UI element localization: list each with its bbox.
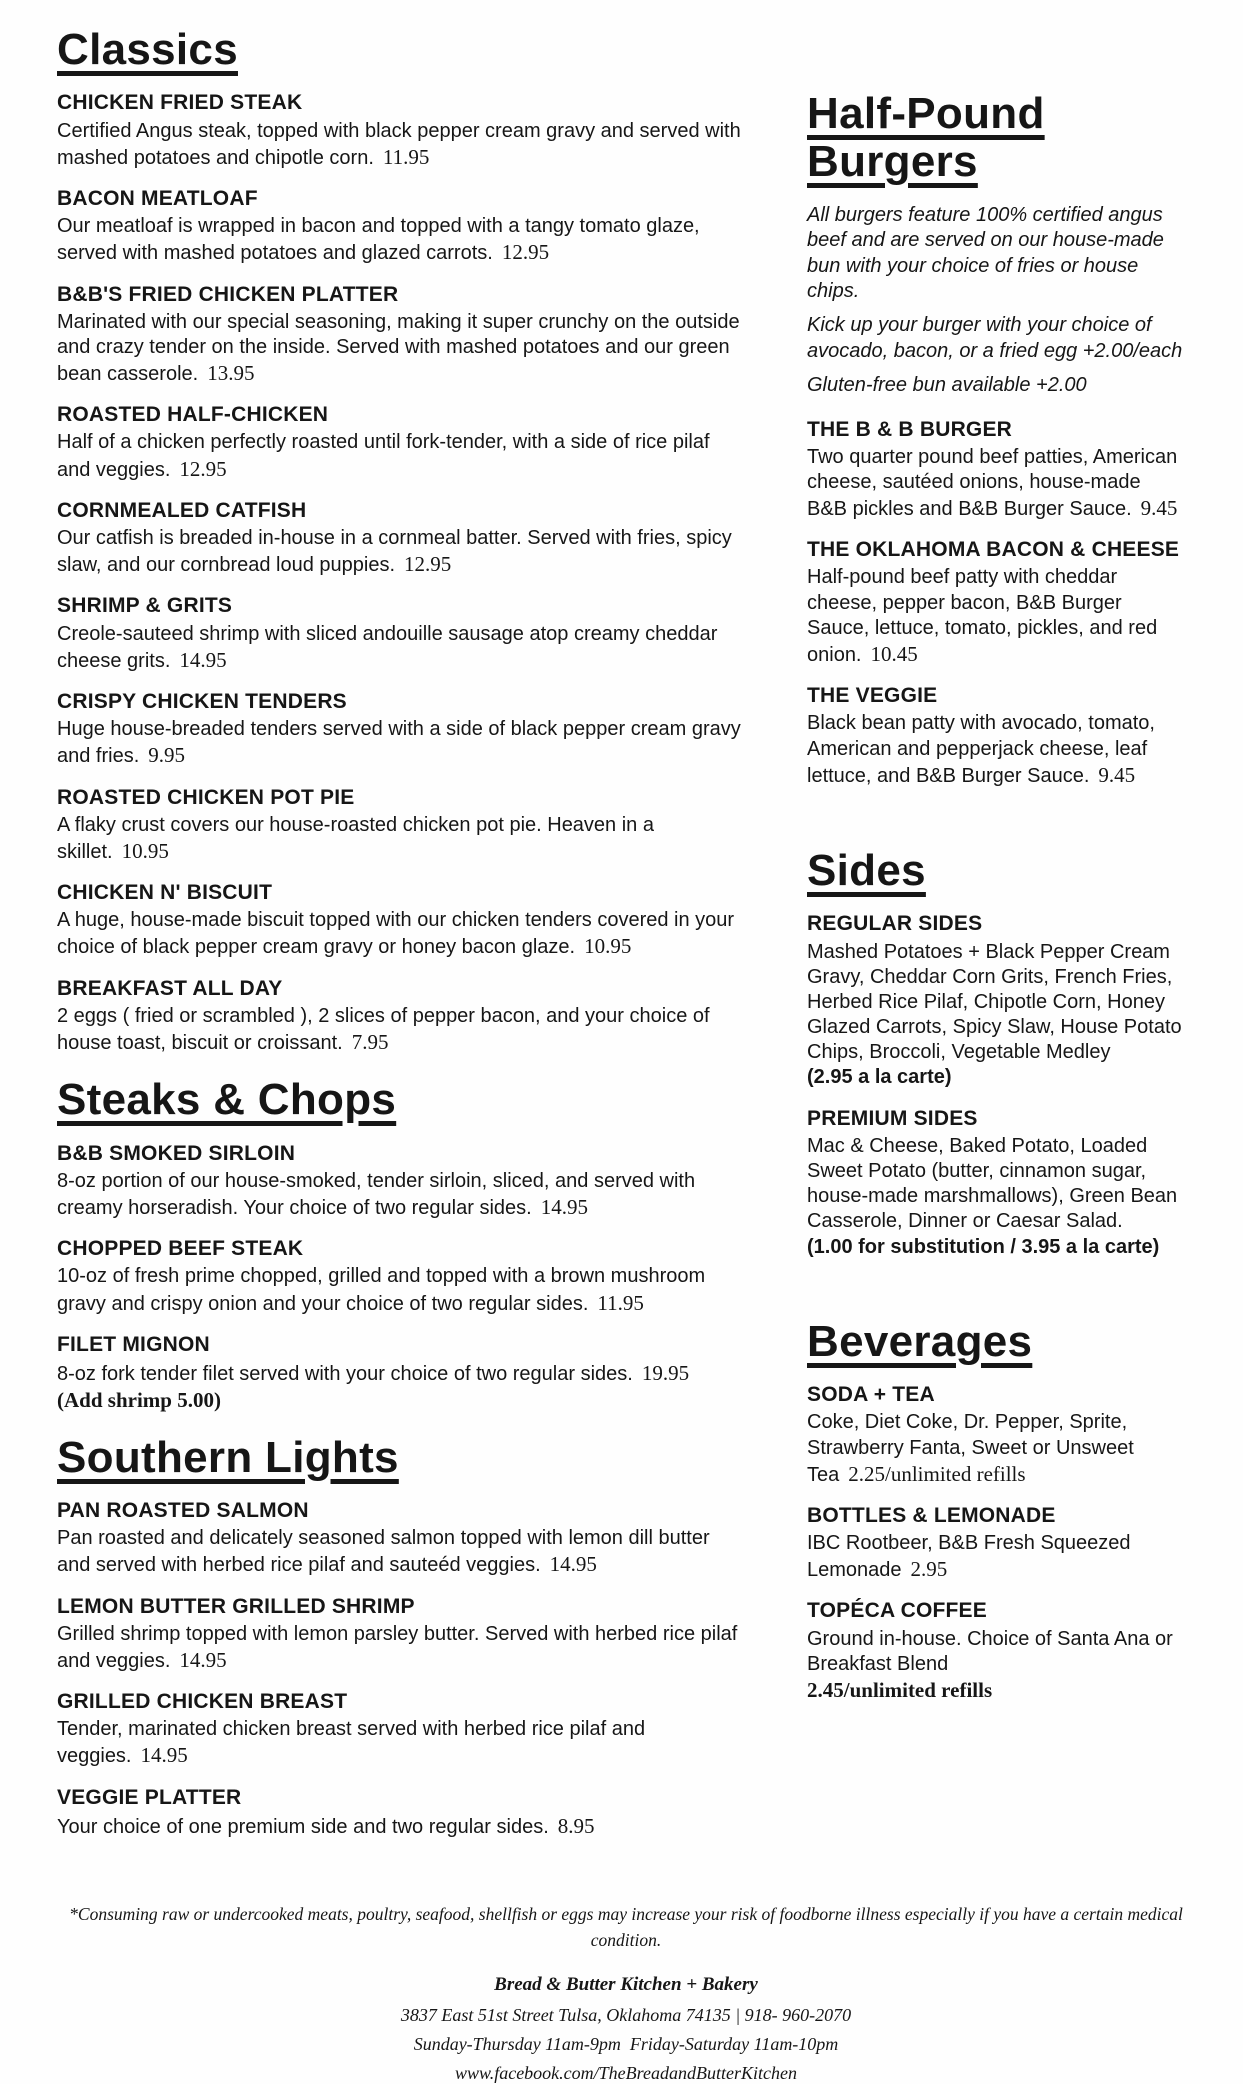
item-price: 9.45 — [1140, 496, 1178, 521]
menu-item — [57, 186, 747, 267]
item-desc-text: Marinated with our special seasoning, making it super crunchy on the outside and crazy tender on the inside. Served with mashed potatoes and our green bean casserole. — [57, 310, 740, 386]
section-heading: Southern Lights — [57, 1432, 399, 1482]
item-name: VEGGIE PLATTER — [57, 1785, 242, 1809]
item-desc-text: Two quarter pound beef patties, American cheese, sautéed onions, house-made B&B pickles and B&B Burger Sauce. — [807, 445, 1178, 521]
item-desc-text: Mashed Potatoes + Black Pepper Cream Gravy, Cheddar Corn Grits, French Fries, Herbed Rice Pilaf, Chipotle Corn, Honey Glazed Carrots, Spicy Slaw, House Potato Chips, Broccoli, Vegetable Medley — [807, 940, 1182, 1064]
item-name: PREMIUM SIDES — [807, 1106, 978, 1130]
menu-item — [57, 498, 747, 579]
item-price: 2.25/unlimited refills — [848, 1461, 1026, 1486]
item-desc — [57, 908, 747, 960]
section-heading: Beverages — [807, 1316, 1033, 1366]
menu-item — [57, 880, 747, 961]
item-desc-text: Your choice of one premium side and two regular sides. — [57, 1815, 549, 1838]
item-price: 13.95 — [207, 361, 255, 386]
item-desc — [57, 1526, 747, 1578]
item-desc — [57, 1004, 747, 1056]
item-desc-text: Creole-sauteed shrimp with sliced andouille sausage atop creamy cheddar cheese grits. — [57, 622, 718, 672]
item-price: 12.95 — [404, 552, 452, 577]
item-desc — [807, 565, 1185, 668]
item-desc — [807, 1134, 1185, 1235]
item-desc-text: 8-oz fork tender filet served with your choice of two regular sides. — [57, 1362, 633, 1385]
menu-item — [57, 1236, 747, 1317]
item-desc — [57, 310, 747, 388]
item-desc-text: Pan roasted and delicately seasoned salmon topped with lemon dill butter and served with herbed rice pilaf and sauteéd veggies. — [57, 1527, 710, 1577]
item-desc-text: 2 eggs ( fried or scrambled ), 2 slices of pepper bacon, and your choice of house toast, biscuit or croissant. — [57, 1004, 710, 1055]
item-desc — [807, 1627, 1185, 1677]
item-name: ROASTED CHICKEN POT PIE — [57, 785, 355, 809]
item-price: 14.95 — [540, 1194, 588, 1219]
section-heading: Sides — [807, 845, 926, 895]
menu-item — [807, 911, 1185, 1090]
item-price: 7.95 — [351, 1030, 389, 1055]
item-desc — [57, 1622, 747, 1674]
item-desc — [57, 1813, 747, 1840]
item-price: 2.95 — [910, 1557, 948, 1582]
item-desc-text: Black bean patty with avocado, tomato, American and pepperjack cheese, leaf lettuce, and B&B Burger Sauce. — [807, 712, 1155, 787]
restaurant-address: 3837 East 51st Street Tulsa, Oklahoma 74135 | 918- 960-2070 — [400, 2004, 852, 2025]
menu-item — [57, 90, 747, 171]
left-column — [57, 26, 747, 1855]
menu-section — [807, 847, 1185, 1260]
menu-item — [57, 282, 747, 388]
item-desc-text: Half of a chicken perfectly roasted until fork-tender, with a side of rice pilaf and veggies. — [57, 431, 710, 481]
item-desc-text: Half-pound beef patty with cheddar cheese, pepper bacon, B&B Burger Sauce, lettuce, tomato, pickles, and red onion. — [807, 566, 1158, 667]
item-desc — [57, 119, 747, 171]
item-note: (Add shrimp 5.00) — [57, 1388, 221, 1413]
menu-section — [57, 26, 747, 1056]
item-desc-text: Certified Angus steak, topped with black pepper cream gravy and served with mashed potatoes and chipotle corn. — [57, 119, 741, 169]
menu-item — [57, 1332, 747, 1414]
item-name: ROASTED HALF-CHICKEN — [57, 403, 329, 427]
restaurant-facebook: www.facebook.com/TheBreadandButterKitchen — [455, 2062, 797, 2083]
menu-section — [57, 1076, 747, 1413]
item-desc-text: Our catfish is breaded in-house in a cornmeal batter. Served with fries, spicy slaw, and our cornbread loud puppies. — [57, 527, 732, 577]
menu-item — [57, 593, 747, 674]
menu-item — [807, 1503, 1185, 1584]
item-desc-text: 8-oz portion of our house-smoked, tender sirloin, sliced, and served with creamy horseradish. Your choice of two regular sides. — [57, 1169, 696, 1219]
menu-item — [807, 1106, 1185, 1260]
item-desc-text: Ground in-house. Choice of Santa Ana or Breakfast Blend — [807, 1627, 1173, 1675]
item-price: 19.95 — [641, 1360, 690, 1385]
restaurant-name: Bread & Butter Kitchen + Bakery — [494, 1973, 758, 1995]
item-desc — [807, 1531, 1185, 1583]
item-desc — [57, 813, 747, 865]
menu-columns — [57, 26, 1195, 1855]
item-desc — [807, 711, 1185, 789]
item-desc-text: Tender, marinated chicken breast served with herbed rice pilaf and veggies. — [57, 1718, 646, 1768]
item-price: 10.95 — [584, 934, 632, 959]
item-desc — [57, 1360, 747, 1387]
item-desc — [57, 1169, 747, 1221]
item-price: 9.45 — [1098, 762, 1136, 787]
item-price: 11.95 — [597, 1290, 644, 1315]
item-name: THE B & B BURGER — [807, 417, 1013, 441]
item-name: CRISPY CHICKEN TENDERS — [57, 689, 347, 713]
item-desc-text: IBC Rootbeer, B&B Fresh Squeezed Lemonade — [807, 1532, 1131, 1582]
item-name: B&B SMOKED SIRLOIN — [57, 1141, 296, 1165]
footer — [57, 1901, 1195, 2084]
section-intro-paragraph: All burgers feature 100% certified angus beef and are served on our house-made bun with your choice of fries or house chips. — [807, 203, 1164, 302]
menu-section — [807, 90, 1185, 789]
menu-item — [57, 689, 747, 770]
restaurant-hours: Sunday-Thursday 11am-9pm Friday-Saturday 11am-10pm — [413, 2033, 839, 2054]
menu-section — [807, 1318, 1185, 1704]
item-desc-text: Coke, Diet Coke, Dr. Pepper, Sprite, Strawberry Fanta, Sweet or Unsweet Tea — [807, 1411, 1134, 1486]
menu-item — [807, 1382, 1185, 1488]
item-price: 14.95 — [549, 1552, 597, 1577]
item-desc — [57, 1717, 747, 1769]
section-heading: Steaks & Chops — [57, 1075, 397, 1125]
section-intro-paragraph: Kick up your burger with your choice of avocado, bacon, or a fried egg +2.00/each — [807, 314, 1183, 362]
item-name: SODA + TEA — [807, 1383, 935, 1407]
item-desc — [57, 214, 747, 266]
item-price: 10.45 — [870, 642, 918, 667]
item-name: GRILLED CHICKEN BREAST — [57, 1690, 348, 1714]
item-name: SHRIMP & GRITS — [57, 594, 233, 618]
section-intro-paragraph: Gluten-free bun available +2.00 — [807, 374, 1087, 397]
item-desc — [57, 622, 747, 674]
item-note: (2.95 a la carte) — [807, 1066, 952, 1089]
menu-item — [57, 402, 747, 483]
menu-item — [57, 785, 747, 866]
item-price: 12.95 — [501, 240, 550, 265]
item-name: BACON MEATLOAF — [57, 186, 258, 210]
item-price: 14.95 — [140, 1743, 188, 1768]
item-price: 14.95 — [179, 1647, 227, 1672]
item-desc — [57, 526, 747, 578]
item-desc-text: Huge house-breaded tenders served with a side of black pepper cream gravy and fries. — [57, 718, 741, 768]
menu-item — [57, 1785, 747, 1840]
item-note: (1.00 for substitution / 3.95 a la carte) — [807, 1235, 1160, 1258]
menu-item — [57, 1689, 747, 1770]
menu-item — [57, 1594, 747, 1675]
item-name: BREAKFAST ALL DAY — [57, 976, 283, 1000]
menu-item — [57, 1498, 747, 1579]
menu-item — [807, 417, 1185, 523]
item-name: CORNMEALED CATFISH — [57, 498, 307, 522]
menu-item — [807, 683, 1185, 789]
section-heading: Half-Pound Burgers — [807, 89, 1045, 187]
item-name: CHOPPED BEEF STEAK — [57, 1237, 304, 1261]
item-price: 10.95 — [121, 838, 169, 863]
item-name: CHICKEN N' BISCUIT — [57, 881, 273, 905]
item-desc-text: A flaky crust covers our house-roasted chicken pot pie. Heaven in a skillet. — [57, 813, 654, 863]
footer-disclaimer: *Consuming raw or undercooked meats, poultry, seafood, shellfish or eggs may increase your risk of foodborne illness especially if you have a certain medical condition. — [69, 1904, 1183, 1951]
item-name: FILET MIGNON — [57, 1332, 210, 1356]
item-name: REGULAR SIDES — [807, 912, 983, 936]
item-price: 14.95 — [179, 647, 227, 672]
item-name: THE OKLAHOMA BACON & CHEESE — [807, 538, 1180, 562]
item-price: 12.95 — [179, 456, 227, 481]
item-desc — [807, 445, 1185, 523]
item-name: THE VEGGIE — [807, 684, 938, 708]
item-desc — [57, 1264, 747, 1316]
menu-item — [807, 1598, 1185, 1703]
menu-item — [807, 537, 1185, 668]
item-desc-text: Mac & Cheese, Baked Potato, Loaded Sweet Potato (butter, cinnamon sugar, house-made marshmallows), Green Bean Casserole, Dinner or Caesar Salad. — [807, 1134, 1178, 1233]
item-desc — [57, 430, 747, 482]
item-desc — [807, 1410, 1185, 1488]
section-intro — [807, 203, 1185, 399]
menu-item — [57, 1141, 747, 1222]
item-name: CHICKEN FRIED STEAK — [57, 91, 303, 115]
menu-item — [57, 976, 747, 1057]
item-name: BOTTLES & LEMONADE — [807, 1503, 1056, 1527]
item-desc-text: Our meatloaf is wrapped in bacon and topped with a tangy tomato glaze, served with mashed potatoes and glazed carrots. — [57, 215, 700, 265]
item-name: B&B'S FRIED CHICKEN PLATTER — [57, 282, 399, 306]
item-desc-text: 10-oz of fresh prime chopped, grilled and topped with a brown mushroom gravy and crispy onion and your choice of two regular sides. — [57, 1265, 706, 1315]
item-desc-text: Grilled shrimp topped with lemon parsley butter. Served with herbed rice pilaf and veggies. — [57, 1622, 738, 1672]
item-name: TOPÉCA COFFEE — [807, 1599, 987, 1623]
item-note: 2.45/unlimited refills — [807, 1678, 993, 1703]
item-price: 11.95 — [382, 144, 430, 169]
item-price: 9.95 — [148, 743, 186, 768]
menu-section — [57, 1434, 747, 1840]
right-column — [807, 26, 1185, 1719]
item-price: 8.95 — [557, 1813, 595, 1838]
item-name: LEMON BUTTER GRILLED SHRIMP — [57, 1594, 415, 1618]
item-desc — [57, 717, 747, 769]
item-desc-text: A huge, house-made biscuit topped with our chicken tenders covered in your choice of black pepper cream gravy or honey bacon glaze. — [57, 909, 735, 959]
section-heading: Classics — [57, 25, 238, 74]
item-desc — [807, 940, 1185, 1066]
item-name: PAN ROASTED SALMON — [57, 1498, 309, 1522]
